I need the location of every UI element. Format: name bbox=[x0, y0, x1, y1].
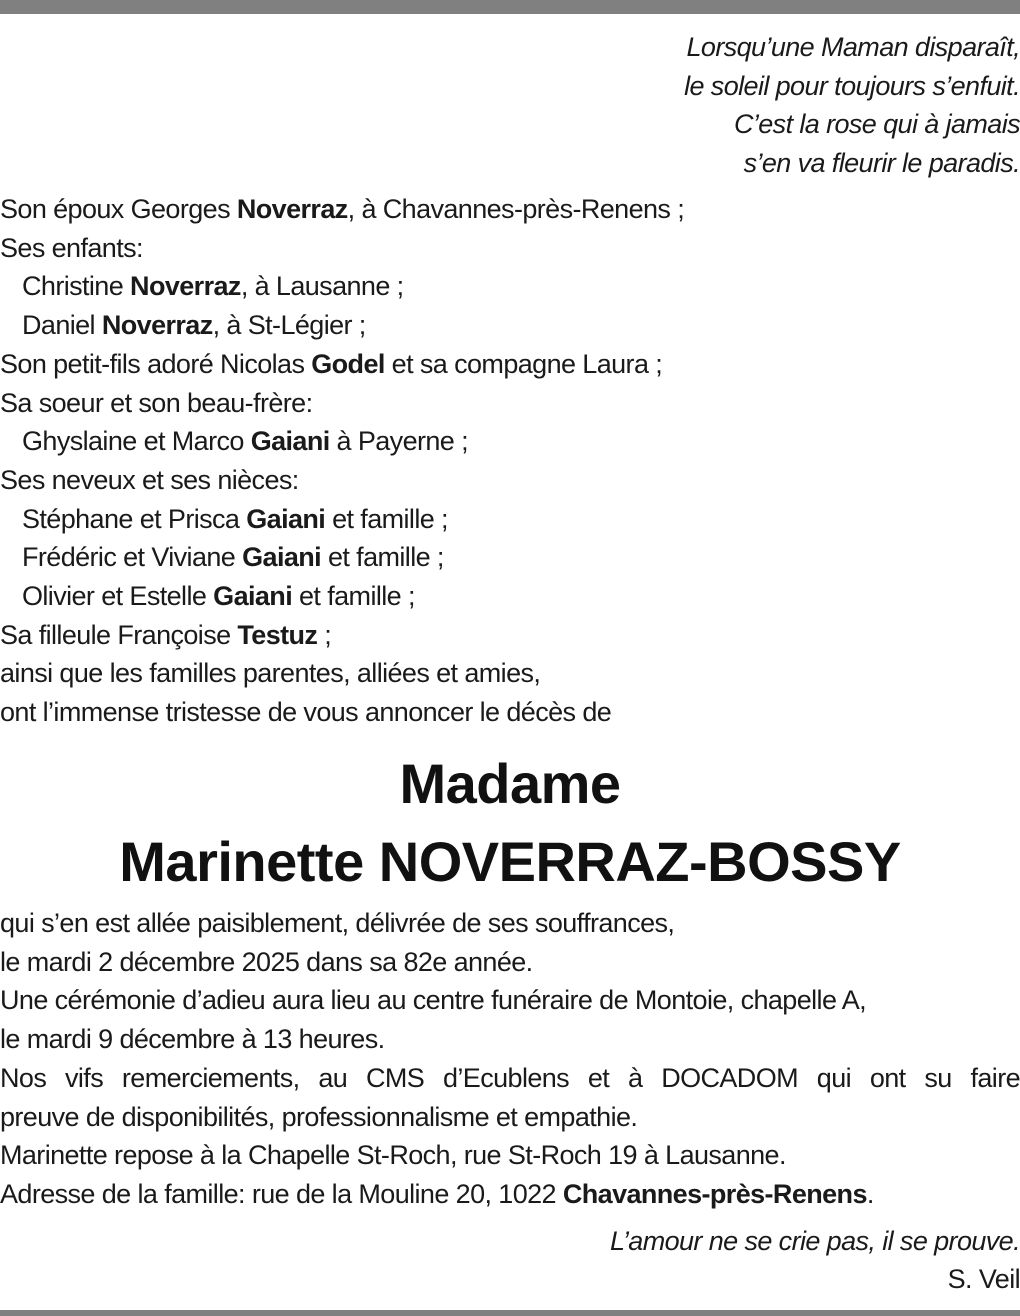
family-member-line-text: Stéphane et Prisca bbox=[22, 503, 247, 534]
quote-author: S. Veil bbox=[947, 1264, 1020, 1294]
closing-quote-block bbox=[320, 1222, 1020, 1298]
family-member-line-surname: Godel bbox=[311, 348, 385, 379]
family-member-line bbox=[0, 267, 1020, 306]
opening-poem bbox=[320, 28, 1020, 182]
family-member-line-text: Frédéric et Viviane bbox=[22, 542, 243, 573]
family-member-line-text: et famille ; bbox=[325, 503, 448, 534]
announcement-line-text: . bbox=[866, 1178, 874, 1209]
announcement-line bbox=[0, 1020, 1020, 1059]
family-member-line-text: ainsi que les familles parentes, alliées et amies, bbox=[0, 658, 541, 689]
family-member-line bbox=[0, 384, 1020, 423]
bottom-divider bbox=[0, 1310, 1020, 1316]
announcement-line bbox=[0, 1059, 1020, 1098]
poem-line: Lorsqu’une Maman disparaît, bbox=[686, 32, 1020, 62]
family-member-line-text: Olivier et Estelle bbox=[22, 581, 214, 612]
family-member-line-surname: Noverraz bbox=[236, 194, 348, 224]
family-member-line-text: Sa soeur et son beau-frère: bbox=[0, 387, 313, 418]
announcement-line-text: preuve de disponibilités, professionnalisme et empathie. bbox=[0, 1101, 638, 1132]
family-member-line-surname: Testuz bbox=[237, 619, 318, 650]
poem-line: C’est la rose qui à jamais bbox=[733, 109, 1020, 139]
family-member-line-text: ont l’immense tristesse de vous annoncer le décès de bbox=[0, 697, 612, 728]
family-member-line-text: Ghyslaine et Marco bbox=[22, 426, 251, 457]
family-member-line-text: et sa compagne Laura ; bbox=[384, 348, 663, 379]
announcement-body bbox=[0, 904, 1020, 1214]
family-member-line-text: à Payerne ; bbox=[329, 426, 469, 457]
deceased-name-block bbox=[0, 745, 1020, 901]
family-member-line bbox=[0, 190, 1020, 229]
family-member-line-text: et famille ; bbox=[321, 542, 444, 573]
family-member-line-text: Son petit-fils adoré Nicolas bbox=[0, 348, 312, 379]
announcement-line-text: Nos vifs remerciements, au CMS d’Ecublens et à DOCADOM qui ont su faire bbox=[0, 1062, 1020, 1093]
announcement-line bbox=[0, 904, 1020, 943]
family-member-line-surname: Gaiani bbox=[213, 581, 293, 612]
family-member-line bbox=[0, 654, 1020, 693]
family-member-line bbox=[0, 500, 1020, 539]
top-divider bbox=[0, 0, 1020, 14]
announcement-line bbox=[0, 1136, 1020, 1175]
family-member-line-text: Daniel bbox=[22, 310, 102, 341]
family-member-line-surname: Noverraz bbox=[130, 271, 241, 302]
family-member-line bbox=[0, 538, 1020, 577]
family-member-line bbox=[0, 577, 1020, 616]
family-member-line bbox=[0, 461, 1020, 500]
family-member-line-text: Sa filleule Françoise bbox=[0, 619, 238, 650]
announcement-line bbox=[0, 1175, 1020, 1214]
poem-line: s’en va fleurir le paradis. bbox=[743, 147, 1020, 178]
family-member-line-surname: Gaiani bbox=[242, 542, 322, 573]
family-list bbox=[0, 190, 1020, 732]
family-member-line-surname: Gaiani bbox=[246, 503, 326, 534]
family-member-line-text: Ses enfants: bbox=[0, 232, 143, 263]
announcement-line-surname: Chavannes-près-Renens bbox=[562, 1178, 867, 1209]
family-member-line bbox=[0, 693, 1020, 732]
family-member-line-surname: Gaiani bbox=[250, 426, 330, 457]
announcement-line bbox=[0, 943, 1020, 982]
family-member-line-text: , à St-Légier ; bbox=[212, 310, 366, 341]
deceased-name: Marinette NOVERRAZ-BOSSY bbox=[119, 830, 901, 893]
family-member-line bbox=[0, 422, 1020, 461]
family-member-line-text: Son époux Georges bbox=[0, 194, 237, 224]
announcement-line-text: le mardi 2 décembre 2025 dans sa 82e année. bbox=[0, 946, 533, 977]
family-member-line-surname: Noverraz bbox=[101, 310, 213, 341]
announcement-line-text: le mardi 9 décembre à 13 heures. bbox=[0, 1024, 385, 1055]
closing-quote: L’amour ne se crie pas, il se prouve. bbox=[609, 1226, 1020, 1256]
announcement-line bbox=[0, 981, 1020, 1020]
family-member-line-text: Christine bbox=[22, 271, 131, 302]
announcement-line-text: Adresse de la famille: rue de la Mouline 20, 1022 bbox=[0, 1178, 563, 1209]
family-member-line bbox=[0, 345, 1020, 384]
announcement-line-text: Marinette repose à la Chapelle St-Roch, rue St-Roch 19 à Lausanne. bbox=[0, 1140, 786, 1171]
family-member-line bbox=[0, 306, 1020, 345]
family-member-line-text: ; bbox=[317, 619, 332, 650]
family-member-line bbox=[0, 229, 1020, 268]
family-member-line-text: , à Lausanne ; bbox=[240, 271, 404, 302]
poem-line: le soleil pour toujours s’enfuit. bbox=[684, 70, 1020, 101]
announcement-line-text: Une cérémonie d’adieu aura lieu au centre funéraire de Montoie, chapelle A, bbox=[0, 985, 867, 1016]
deceased-title: Madame bbox=[399, 752, 621, 815]
family-member-line-text: Ses neveux et ses nièces: bbox=[0, 464, 299, 495]
family-member-line-text: , à Chavannes-près-Renens ; bbox=[347, 194, 685, 224]
family-member-line bbox=[0, 616, 1020, 655]
announcement-line bbox=[0, 1098, 1020, 1137]
announcement-line-text: qui s’en est allée paisiblement, délivrée de ses souffrances, bbox=[0, 908, 675, 938]
family-member-line-text: et famille ; bbox=[292, 581, 415, 612]
